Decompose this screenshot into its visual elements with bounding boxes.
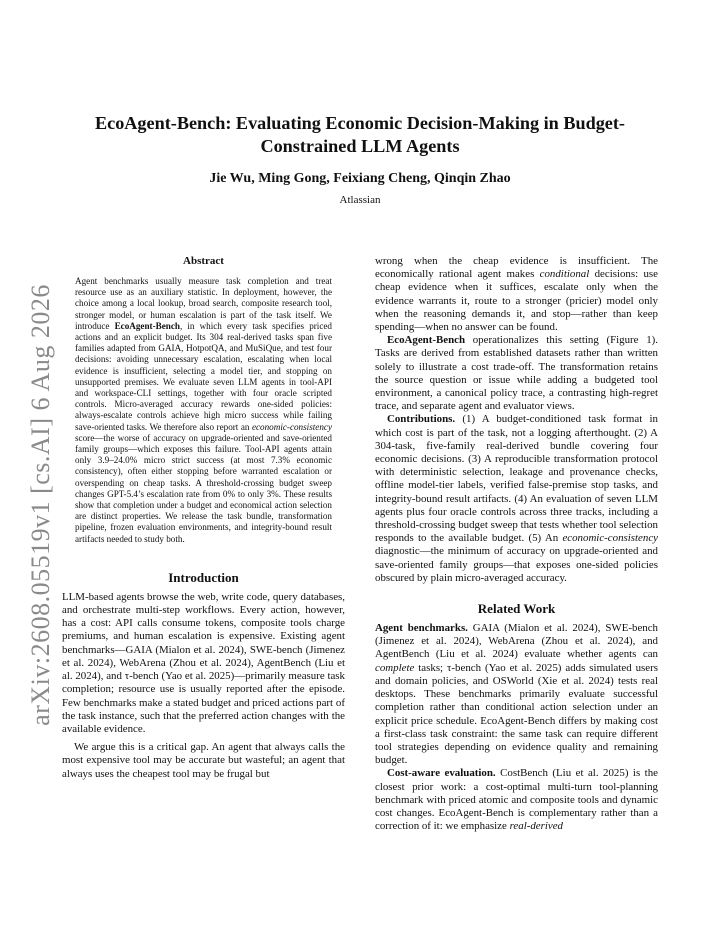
agent-benchmarks-paragraph xyxy=(375,622,658,767)
agent-benchmarks-text-2: tasks; τ-bench (Yao et al. 2025) adds simulated users and domain policies, and OSWorld (Xie et al. 2024) tests real desktops. These benchmarks primarily evaluate successful completion rather than conditional action selection under an explicit price schedule. EcoAgent-Bench differs by making cost a first-class task constraint: the same task can require different tool strategies depending on evidence quality and remaining budget. xyxy=(375,661,658,767)
contributions-text-1: (1) A budget-conditioned task format in which cost is part of the task, not a logging afterthought. (2) A 304-task, five-family real-derived bundle covering four economic decisions. (3) A reproducible transformation protocol with deterministic selection, leakage and provenance checks, offline model-tier labels, verified false-premise stop tasks, and integrity-bound result artifacts. (4) An evaluation of seven LLM agents plus four oracle controls across three tracks, including a threshold-crossing budget sweep that tests whether tool selection responds to the available budget. (5) An xyxy=(375,413,658,545)
intro-paragraph-2: We argue this is a critical gap. An agent that always calls the most expensive tool may be accurate but wasteful; an agent that always uses the cheapest tool may be frugal but xyxy=(62,741,345,780)
introduction-heading: Introduction xyxy=(168,569,239,585)
cost-aware-label: Cost-aware evaluation. xyxy=(387,767,496,780)
continuation-text-1: wrong when the cheap evidence is insufficient. The economically rational agent makes xyxy=(375,255,658,281)
abstract-term: economic-consistency xyxy=(251,421,332,432)
arxiv-identifier-stamp xyxy=(24,284,58,726)
cost-aware-term: real-derived xyxy=(509,820,563,833)
abstract-body xyxy=(75,276,332,545)
contributions-term: economic-consistency xyxy=(562,532,658,545)
contributions-paragraph xyxy=(375,413,658,585)
abstract-heading: Abstract xyxy=(183,255,224,267)
abstract-benchmark-name: EcoAgent-Bench xyxy=(114,320,180,331)
cost-aware-text-1: CostBench (Liu et al. 2025) is the closest prior work: a cost-optimal multi-turn tool-planning benchmark with priced atomic and composite tools and dynamic cost changes. EcoAgent-Bench is complementary rather than a correction of it: we emphasize xyxy=(375,767,658,833)
cost-aware-paragraph xyxy=(375,767,658,833)
affiliation: Atlassian xyxy=(339,194,381,206)
contributions-text-2: diagnostic—the minimum of accuracy on upgrade-oriented and save-oriented family groups—that exposes one-sided policies obscured by plain micro-averaged accuracy. xyxy=(375,545,658,584)
abstract-text-3: score—the worse of accuracy on upgrade-oriented and save-oriented family groups—which exposes this failure. Tool-API agents attain only 3.9–24.0% micro strict success (at most 7.3% economic consistency), often either stopping before warranted escalation or overspending on cheap tasks. A threshold-crossing budget sweep changes GPT-5.4’s escalation rate from 0% to only 3%. These results show that completion under a budget and economical action selection are distinct properties. We release the task bundle, transformation pipeline, frozen evaluation environments, and integrity-bound result artifacts needed to study both. xyxy=(75,432,332,544)
agent-benchmarks-label: Agent benchmarks. xyxy=(375,622,468,635)
related-work-heading: Related Work xyxy=(477,601,556,617)
author-list: Jie Wu, Ming Gong, Feixiang Cheng, Qinqin Zhao xyxy=(209,171,511,186)
arxiv-id-text: arXiv:2608.05519v1 [cs.AI] 6 Aug 2026 xyxy=(26,284,55,726)
operationalize-text: operationalizes this setting (Figure 1). Tasks are derived from established datasets rather than written solely to illustrate a cost trade-off. The transformation retains the source question or issue while adding a budgeted tool environment, a canonical policy trace, a contrasting high-regret trace, and separate agent and evaluator views. xyxy=(375,334,658,413)
operationalize-paragraph xyxy=(375,334,658,413)
intro-continuation-paragraph xyxy=(375,255,658,334)
intro-paragraph-1: LLM-based agents browse the web, write code, query databases, and orchestrate multi-step workflows. Every action, however, has a cost: API calls consume tokens, composite tools charge premiums, and human escalation is expensive. Existing agent benchmarks—GAIA (Mialon et al. 2024), SWE-bench (Jimenez et al. 2024), WebArena (Zhou et al. 2024), AgentBench (Liu et al. 2024), and τ-bench (Yao et al. 2025)—primarily measure task completion; resource use is usually reported after the episode. Few benchmarks make a stated budget and priced actions part of the task instance, such that the preferred action changes with the available evidence. xyxy=(62,590,345,735)
continuation-text-2: decisions: use cheap evidence when it suffices, escalate only when the evidence warrants it, route to a stronger (pricier) model only when the reasoning demands it, and stop—rather than keep spending—when no answer can be found. xyxy=(375,268,658,334)
contributions-label: Contributions. xyxy=(387,413,456,426)
abstract-text-2: , in which every task specifies priced actions and an explicit budget. Its 304 real-derived tasks span five families adapted from GAIA, HotpotQA, and MuSiQue, and test four decisions: avoiding unnecessary escalation, escalating when local evidence is insufficient, selecting a model tier, and stopping on unsupported premises. We evaluate seven LLM agents in tool-API and workspace-CLI settings, together with four oracle scripted controls. Micro-averaged accuracy rewards one-sided policies: always-escalate controls achieve high micro success while failing save-oriented tasks. We therefore also report an xyxy=(75,320,332,432)
operationalize-benchmark-name: EcoAgent-Bench xyxy=(387,334,466,347)
agent-benchmarks-term: complete xyxy=(375,661,415,674)
abstract-text-1: Agent benchmarks usually measure task completion and treat resource use as an auxiliary statistic. In deployment, however, the choice among a local lookup, broad search, composite research tool, stronger model, or human escalation is part of the task itself. We introduce xyxy=(75,276,332,331)
continuation-emphasis: conditional xyxy=(539,268,590,281)
agent-benchmarks-text-1: GAIA (Mialon et al. 2024), SWE-bench (Jimenez et al. 2024), WebArena (Zhou et al. 2024), and AgentBench (Liu et al. 2024) evaluate whether agents can xyxy=(375,622,658,661)
paper-title: EcoAgent-Bench: Evaluating Economic Decision-Making in Budget-Constrained LLM Agents xyxy=(95,113,625,156)
right-column xyxy=(375,255,658,833)
left-column xyxy=(62,255,345,781)
